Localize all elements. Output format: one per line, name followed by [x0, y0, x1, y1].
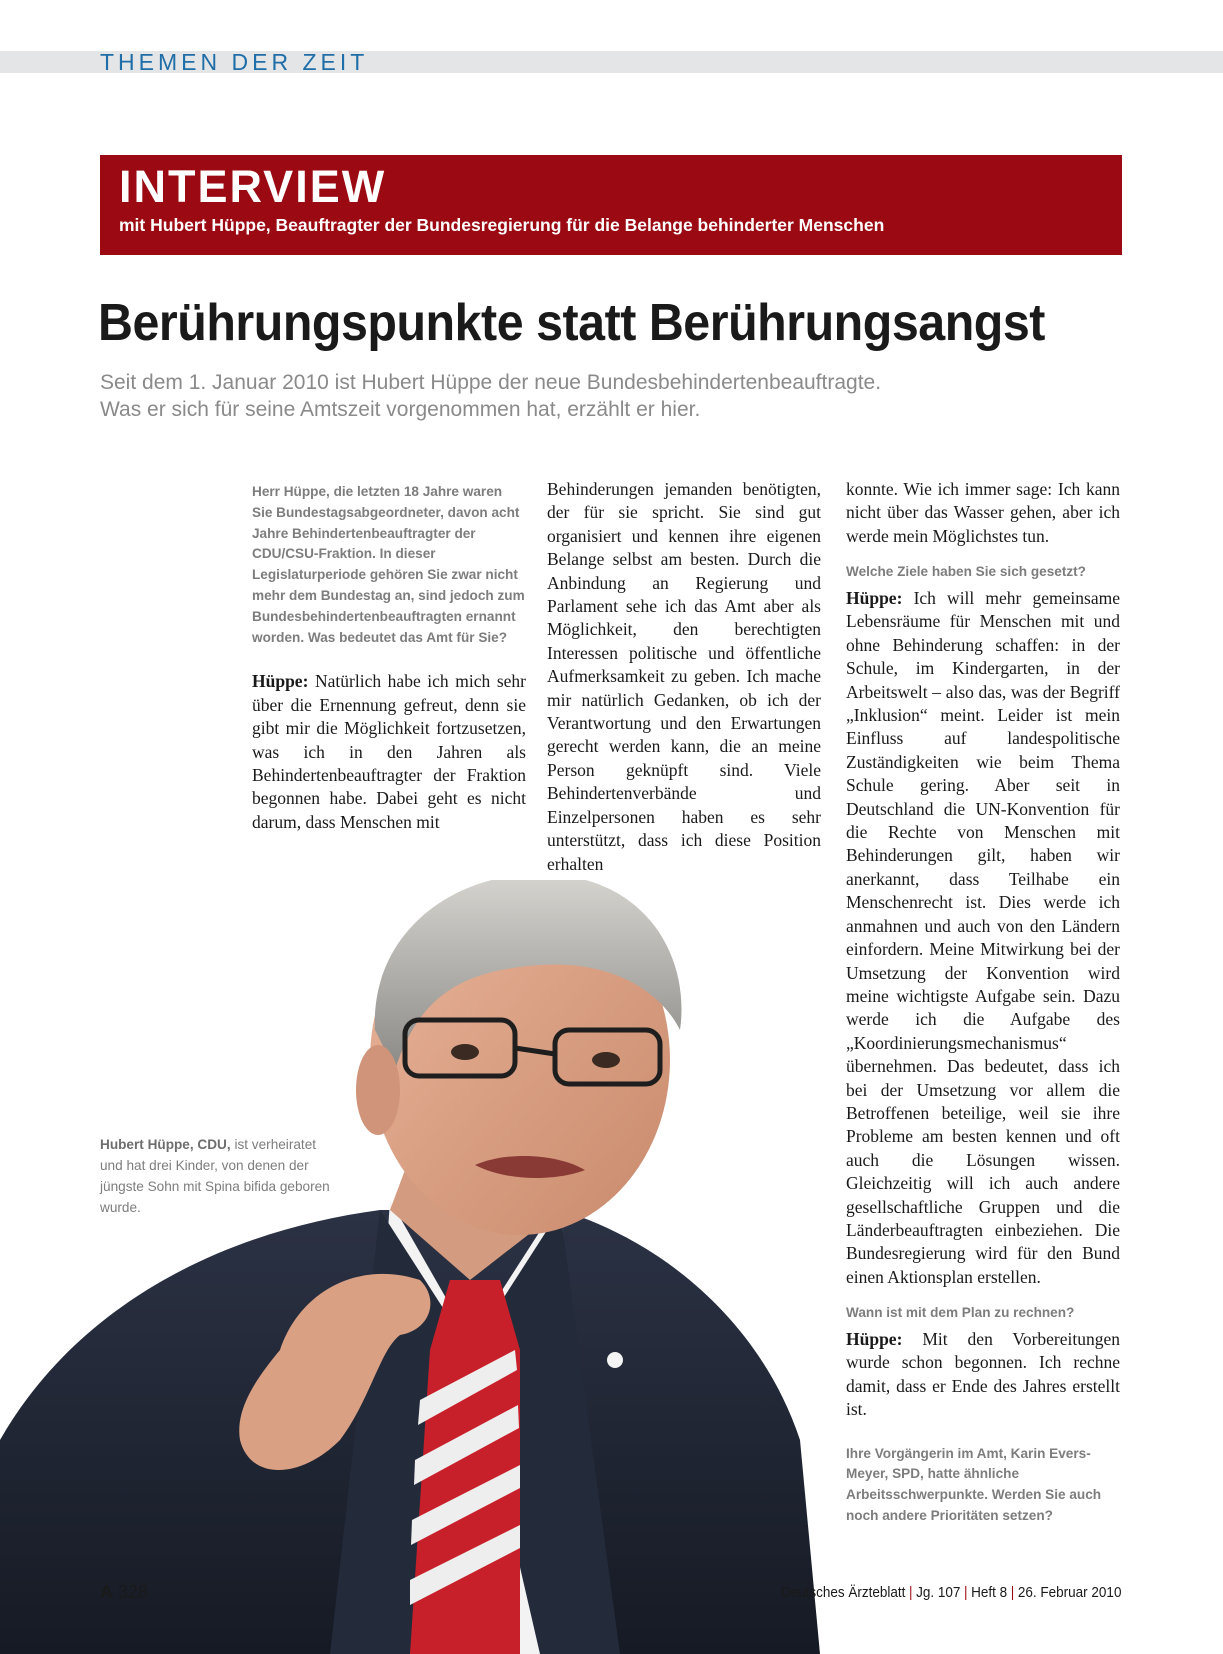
journal-footer — [780, 1582, 1121, 1604]
section-rubric: THEMEN DER ZEIT — [100, 49, 369, 75]
caption-name: Hubert Hüppe, CDU, — [100, 1137, 231, 1152]
interview-question: Wann ist mit dem Plan zu rechnen? — [846, 1305, 1075, 1321]
photo-caption — [100, 1134, 330, 1218]
portrait-photo — [0, 880, 820, 1654]
interview-question: Welche Ziele haben Sie sich gesetzt? — [846, 564, 1086, 580]
journal-date: 26. Februar 2010 — [1017, 1584, 1121, 1601]
text-column-3 — [846, 478, 1120, 1527]
answer-text: Ich will mehr gemeinsame Lebensräume für Menschen mit und ohne Behinderung schaffen: in der Schule, im Kindergarten, in der Arbeitswelt – also das, was der Begriff „Inklusion“ meint. Leider ist mein Einfluss auf landespolitische Zuständigkeiten wie beim Thema Schule gering. Aber seit in Deutschland die UN-Konvention für die Rechte von Menschen mit Behinderungen gilt, haben wir anerkannt, dass Teilhabe ein Menschenrecht ist. Dies werde ich anmahnen und auch von den Ländern einfordern. Meine Mitwirkung bei der Umsetzung der Konvention wird meine wichtigste Aufgabe sein. Dazu werde ich die Aufgabe des „Koordinierungsmechanismus“ übernehmen. Das bedeutet, dass ich bei der Umsetzung vor allem die Betroffenen beteilige, weil sie ihre Probleme am besten kennen und oft auch die Lösungen wissen. Gleichzeitig will ich auch andere gesellschaftliche Gruppen und die Länderbeauftragten einbeziehen. Die Bundesregierung wird für den Bund einen Aktionsplan erstellen. — [846, 588, 1120, 1287]
banner-subtitle: mit Hubert Hüppe, Beauftragter der Bundesregierung für die Belange behinderter Menschen — [119, 215, 885, 235]
speaker-label: Hüppe: — [252, 671, 309, 692]
body-text: Behinderungen jemanden benötigten, der für sie spricht. Sie sind gut organisiert und kennen ihre eigenen Belange selbst am besten. Durch die Anbindung an Regierung und Parlament sehe ich das Amt aber als Möglichkeit, den berechtigten Interessen politische und öffentliche Aufmerksamkeit zu geben. Ich mache mir natürlich Gedanken, ob ich der Verantwortung und den Erwartungen gerecht werden kann, die an meine Person geknüpft sind. Viele Behindertenverbände und Einzelpersonen haben es sehr unterstützt, dass ich diese Position erhalten — [547, 479, 821, 874]
interview-answer — [252, 670, 526, 834]
page-prefix: A — [100, 1582, 113, 1602]
journal-issue: Heft 8 — [970, 1584, 1007, 1601]
interview-question: Herr Hüppe, die letzten 18 Jahre waren Sie Bundestagsabgeordneter, davon acht Jahre Behindertenbeauftragter der CDU/CSU-Fraktion. In dieser Legislaturperiode gehören Sie zwar nicht mehr dem Bundestag an, sind jedoch zum Bundesbehindertenbeauftragten ernannt worden. Was bedeutet das Amt für Sie? — [252, 484, 525, 645]
article-standfirst — [100, 369, 1100, 423]
page-number — [100, 1580, 148, 1604]
caption-text: ist verheiratet und hat drei Kinder, von denen der jüngste Sohn mit Spina bifida geboren wurde. — [100, 1137, 330, 1215]
interview-banner — [100, 155, 1122, 255]
answer-text: Natürlich habe ich mich sehr über die Ernennung gefreut, denn sie gibt mir die Möglichkeit fortzusetzen, was ich in den Jahren als Behindertenbeauftragter der Fraktion begonnen habe. Dabei geht es nicht darum, dass Menschen mit — [252, 671, 526, 832]
answer-text: Mit den Vorbereitungen wurde schon begonnen. Ich rechne damit, dass er Ende des Jahres erstellt ist. — [846, 1329, 1120, 1420]
footer-separator: | — [1010, 1584, 1014, 1601]
speaker-label: Hüppe: — [846, 1329, 903, 1349]
speaker-label: Hüppe: — [846, 588, 903, 609]
interview-answer — [846, 587, 1120, 1289]
footer-separator: | — [963, 1584, 968, 1601]
standfirst-line-2: Was er sich für seine Amtszeit vorgenommen hat, erzählt er hier. — [100, 398, 701, 421]
footer-separator: | — [908, 1584, 913, 1601]
banner-title: INTERVIEW — [119, 161, 387, 212]
text-column-2 — [547, 478, 821, 876]
journal-name: Deutsches Ärzteblatt — [780, 1584, 905, 1601]
article-headline: Berührungspunkte statt Berührungsangst — [98, 294, 1045, 352]
standfirst-line-1: Seit dem 1. Januar 2010 ist Hubert Hüppe der neue Bundesbehindertenbeauftragte. — [100, 371, 882, 394]
page-number-value: 328 — [118, 1582, 149, 1602]
interview-answer — [846, 1328, 1120, 1422]
text-column-1 — [252, 482, 526, 834]
journal-volume: Jg. 107 — [915, 1584, 960, 1601]
interview-question: Ihre Vorgängerin im Amt, Karin Evers-Meyer, SPD, hatte ähnliche Arbeitsschwerpunkte. Werden Sie auch noch andere Prioritäten setzen? — [846, 1445, 1102, 1524]
body-text: konnte. Wie ich immer sage: Ich kann nicht über das Wasser gehen, aber ich werde mein Möglichstes tun. — [846, 479, 1120, 546]
